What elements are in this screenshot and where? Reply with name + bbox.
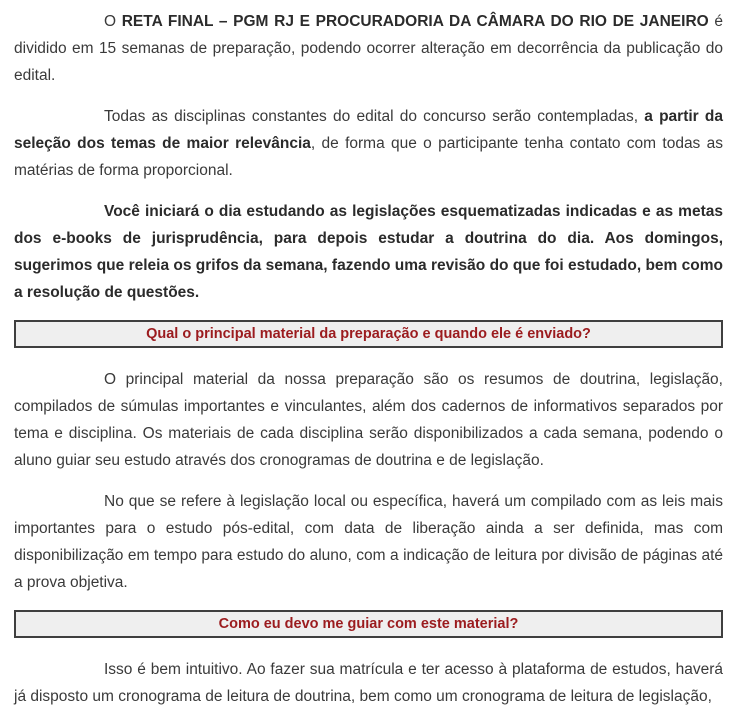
paragraph-principal-material	[14, 366, 723, 474]
text-segment: Todas as disciplinas constantes do edital do concurso serão contempladas,	[104, 108, 645, 125]
text-segment: No que se refere à legislação local ou específica, haverá um compilado com as leis mais importantes para o estudo pós-edital, com data de liberação ainda a ser definida, mas com disponibilização em tempo para estudo do aluno, com a indicação de leitura por divisão de páginas até a prova objetiva.	[14, 493, 723, 591]
text-segment-bold: a partir da seleção dos temas de maior relevância	[14, 108, 723, 152]
question-box-principal-material: Qual o principal material da preparação e quando ele é enviado?	[14, 320, 723, 348]
text-segment: é dividido em 15 semanas de preparação, podendo ocorrer alteração em decorrência da publicação do edital.	[14, 13, 723, 84]
text-segment-bold: Você iniciará o dia estudando as legislações esquematizadas indicadas e as metas dos e-books de jurisprudência, para depois estudar a doutrina do dia. Aos domingos, sugerimos que releia os grifos da semana, fazendo uma revisão do que foi estudado, bem como a resolução de questões.	[14, 203, 723, 301]
paragraph-intro-reta-final	[14, 8, 723, 89]
paragraph-como-guiar-resposta	[14, 656, 723, 710]
text-segment-bold: RETA FINAL – PGM RJ E PROCURADORIA DA CÂMARA DO RIO DE JANEIRO	[121, 13, 709, 30]
text-segment: O	[104, 13, 122, 30]
paragraph-legislacao-local	[14, 488, 723, 596]
paragraph-rotina-estudo	[14, 198, 723, 306]
text-segment: O principal material da nossa preparação são os resumos de doutrina, legislação, compilados de súmulas importantes e vinculantes, além dos cadernos de informativos separados por tema e disciplina. Os materiais de cada disciplina serão disponibilizados a cada semana, podendo o aluno guiar seu estudo através dos cronogramas de doutrina e de legislação.	[14, 371, 723, 469]
paragraph-disciplinas	[14, 103, 723, 184]
text-segment: , de forma que o participante tenha contato com todas as matérias de forma proporcional.	[14, 135, 723, 179]
question-box-como-guiar: Como eu devo me guiar com este material?	[14, 610, 723, 638]
text-segment: Isso é bem intuitivo. Ao fazer sua matrícula e ter acesso à plataforma de estudos, haverá já disposto um cronograma de leitura de doutrina, bem como um cronograma de leitura de legislação,	[14, 661, 723, 705]
